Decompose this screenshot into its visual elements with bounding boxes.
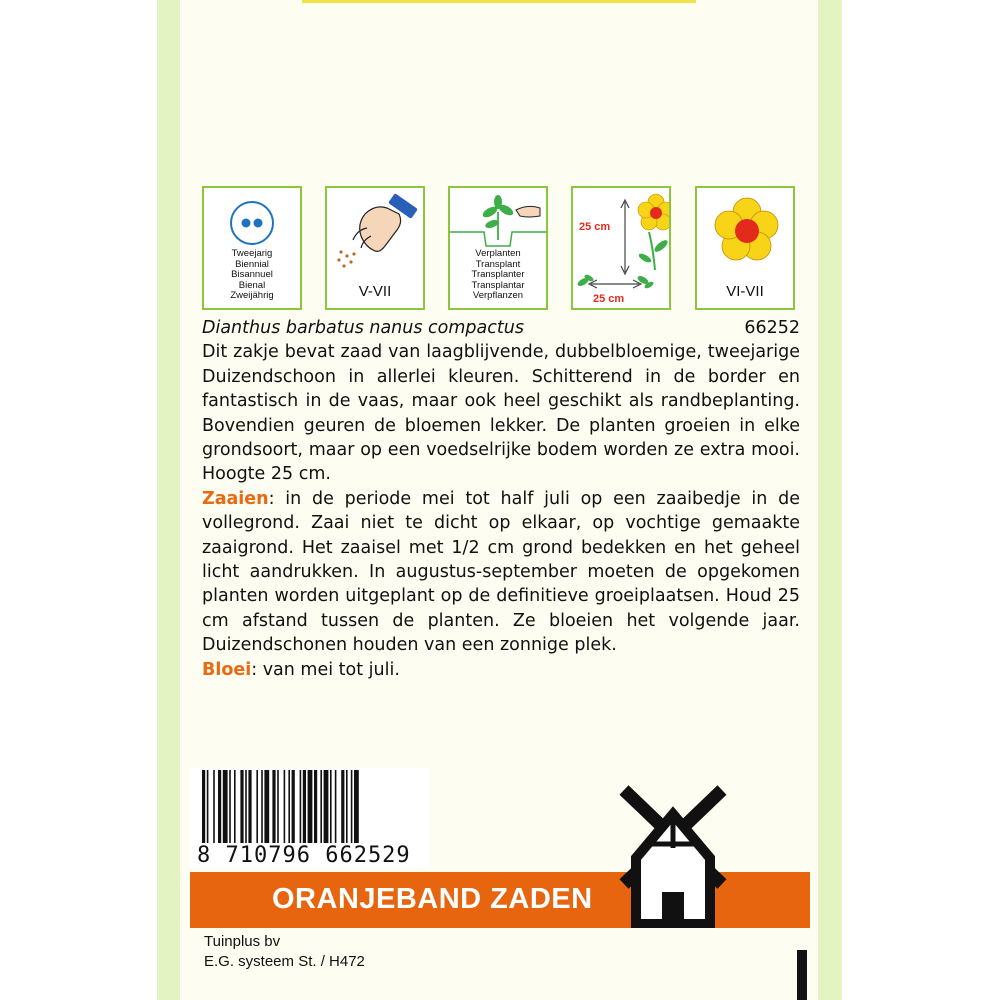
product-description: Dit zakje bevat zaad van laagblijvende, dubbelbloemige, tweejarige Duizendschoon in allerlei kleuren. Schitterend in de border en fantastisch in de vaas, maar ook heel geschikt als randbeplanting. Bovendien geuren de bloemen lekker. De planten groeien in elke grondsoort, maar op een voedselrijke bodem worden ze extra mooi. Hoogte 25 cm.: [202, 342, 800, 485]
product-text: [202, 316, 800, 682]
icon-box-biennial: [202, 186, 302, 310]
product-name: Dianthus barbatus nanus compactus: [202, 318, 524, 338]
edge-mark: [797, 950, 807, 1000]
flowering-months: VI-VII: [726, 283, 764, 300]
product-code: 66252: [744, 318, 800, 338]
icon-box-sowing: [325, 186, 425, 310]
brand-name: ORANJEBAND ZADEN: [272, 883, 593, 915]
sowing-hand-icon: [327, 188, 423, 278]
biennial-labels: Tweejarig Biennial Bisannuel Bienal Zweijährig: [230, 248, 274, 302]
flower-icon: [697, 188, 793, 280]
spacing-icon: [573, 188, 669, 308]
sowing-months: V-VII: [358, 283, 392, 300]
sowing-label: Zaaien: [202, 488, 269, 509]
right-side-band: [818, 0, 842, 1000]
left-side-band: [157, 0, 181, 1000]
sowing-instructions: Zaaien: in de periode mei tot half juli op een zaaibedje in de vollegrond. Zaai niet te dicht op elkaar, op vochtige gemaakte zaaigrond. Het zaaisel met 1/2 cm grond bedekken en het geheel licht aandrukken. In augustus-september moeten de opgekomen planten worden uitgeplant op de definitieve groeiplaatsen. Houd 25 cm afstand tussen de planten. Ze bloeien het volgende jaar. Duizendschonen houden van een zonnige plek.: [202, 488, 801, 656]
product-title-row: [202, 316, 800, 340]
windmill-logo-icon: [618, 784, 738, 928]
certification: E.G. systeem St. / H472: [204, 953, 365, 970]
company-name: Tuinplus bv: [204, 933, 281, 950]
icon-box-flowering: [695, 186, 795, 310]
transplant-icon: [450, 188, 546, 252]
plant-spacing-label: 25 cm: [593, 293, 625, 305]
barcode-number: 8 710796 662529: [197, 843, 411, 868]
bloom-info: Bloei: van mei tot juli.: [202, 659, 400, 680]
footer: [204, 932, 365, 972]
icon-box-transplant: [448, 186, 548, 310]
plant-height-label: 25 cm: [579, 221, 611, 233]
icon-box-spacing: [571, 186, 671, 310]
top-yellow-strip: [302, 0, 696, 3]
bloom-label: Bloei: [202, 659, 252, 680]
depth-fraction: 1/2: [451, 537, 480, 558]
transplant-labels: Verplanten Transplant Transplanter Transplantar Verpflanzen: [471, 248, 525, 302]
